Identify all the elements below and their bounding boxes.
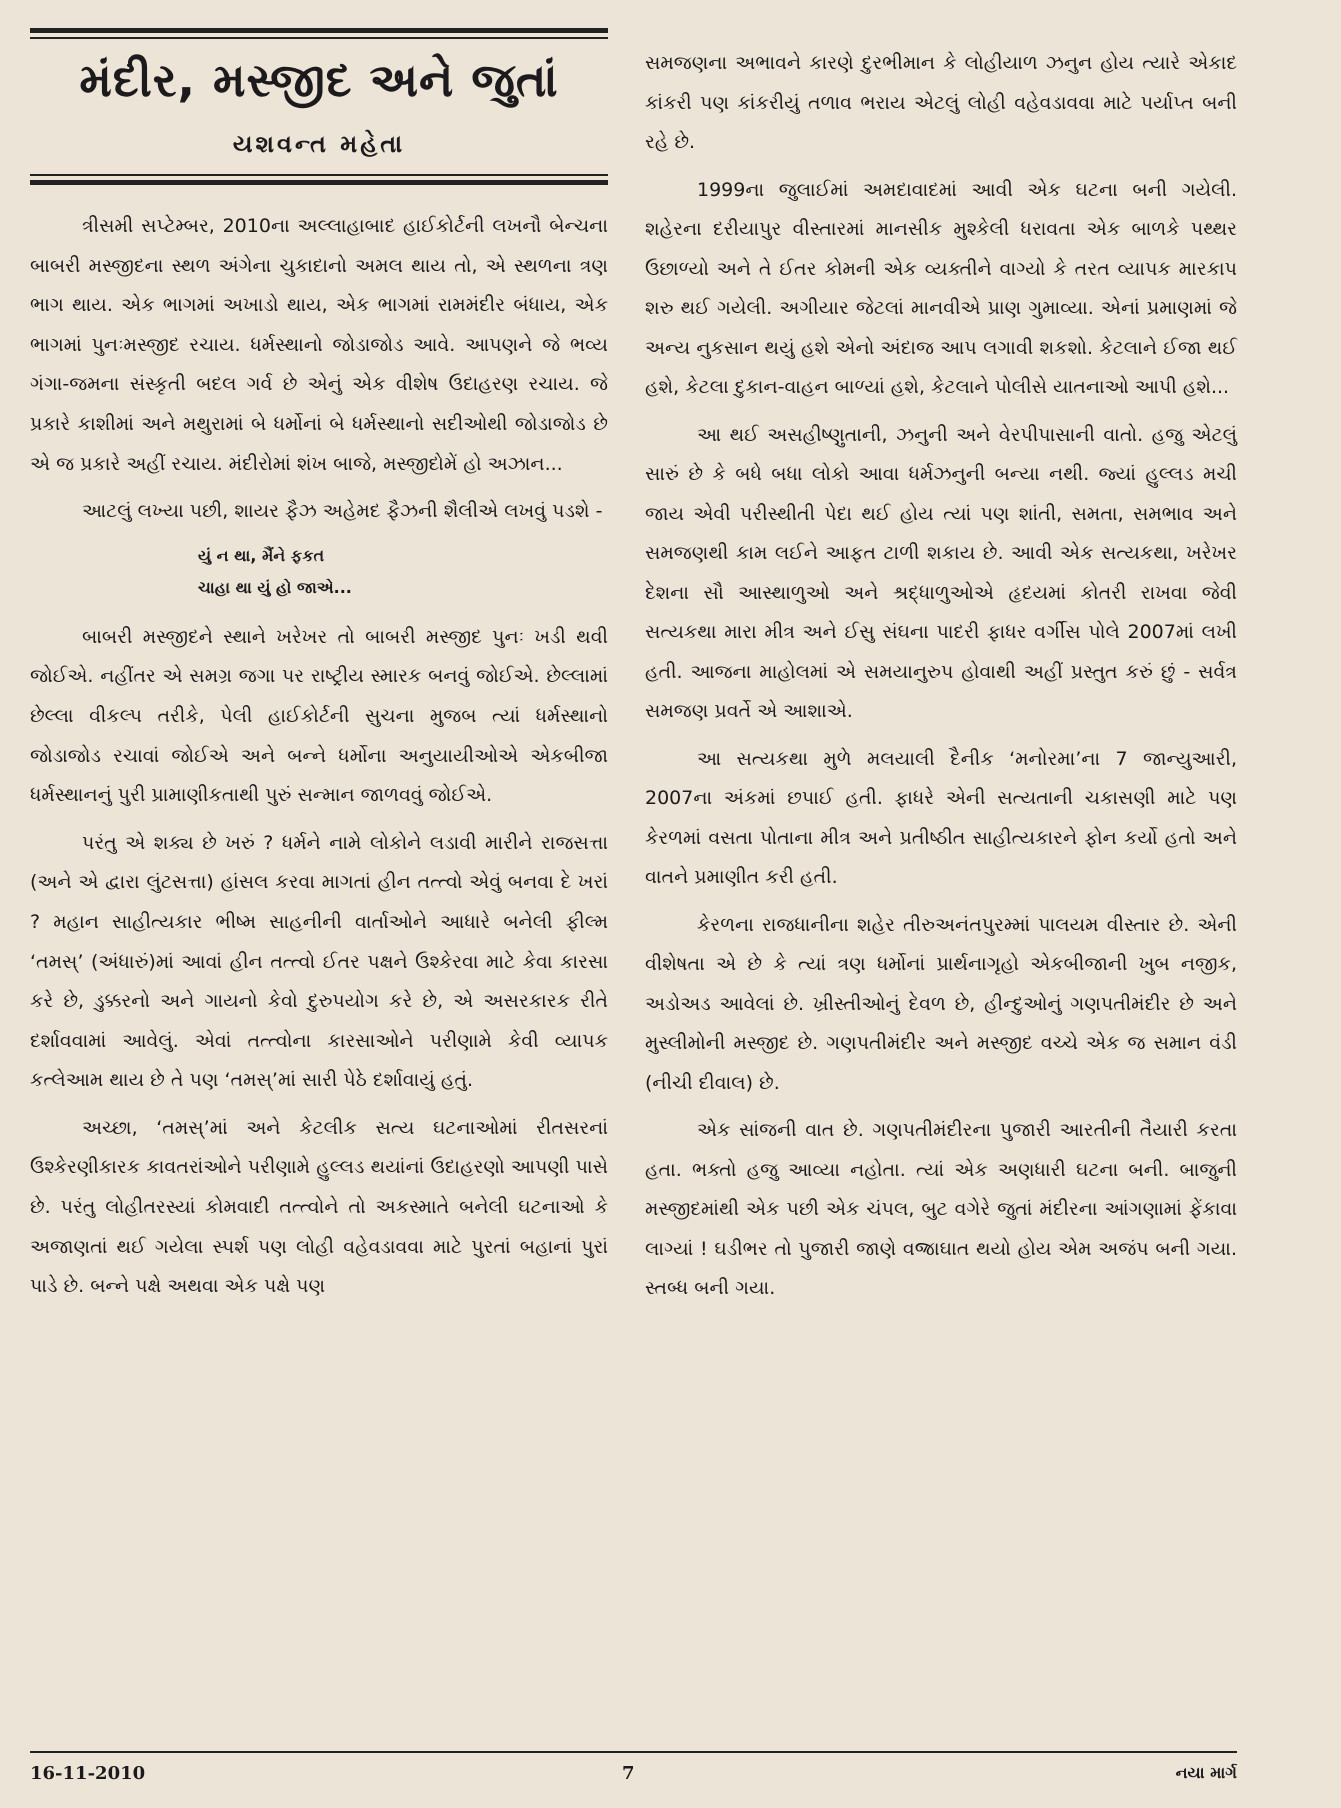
paragraph: આ થઈ અસહીષ્ણુતાની, ઝનુની અને વેરપીપાસાની વાતો. હજુ એટલું સારું છે કે બધે બધા લોકો આવા ધર્મઝનુની બન્યા નથી. જ્યાં હુલ્લડ મચી જાય એવી પરીસ્થીતી પેદા થઈ હોય ત્યાં પણ શાંતી, સમતા, સમભાવ અને સમજણથી કામ લઈને આફત ટાળી શકાય છે. આવી એક સત્યકથા, ખરેખર દેશના સૌ આસ્થાળુઓ અને શ્રદ્ધાળુઓએ હૃદયમાં કોતરી રાખવા જેવી સત્યકથા મારા મીત્ર અને ઈસુ સંઘના પાદરી ફાધર વર્ગીસ પોલે 2007માં લખી હતી. આજના માહોલમાં એ સમયાનુરુપ હોવાથી અહીં પ્રસ્તુત કરું છું - સર્વત્ર સમજણ પ્રવર્તે એ આશાએ.: [645, 423, 1237, 722]
verse-line: ચાહા થા યું હો જાએ...: [198, 577, 352, 597]
paragraph: અચ્છા, ‘તમસ્’માં અને કેટલીક સત્ય ઘટનાઓમાં રીતસરનાં ઉશ્કેરણીકારક કાવતરાંઓને પરીણામે હુલ્લડ થયાંનાં ઉદાહરણો આપણી પાસે છે. પરંતુ લોહીતરસ્યાં કોમવાદી તત્ત્વોને તો અકસ્માતે બનેલી ઘટનાઓ કે અજાણતાં થઈ ગયેલા સ્પર્શ પણ લોહી વહેવડાવવા માટે પુરતાં બહાનાં પુરાં પાડે છે. બન્ને પક્ષે અથવા એક પક્ષે પણ: [30, 1116, 608, 1298]
paragraph: બાબરી મસ્જીદને સ્થાને ખરેખર તો બાબરી મસ્જીદ પુનઃ ખડી થવી જોઈએ. નહીંતર એ સમગ્ર જગા પર રાષ્ટ્રીય સ્મારક બનવું જોઈએ. છેલ્લામાં છેલ્લા વીકલ્પ તરીકે, પેલી હાઈકોર્ટની સુચના મુજબ ત્યાં ધર્મસ્થાનો જોડાજોડ રચાવાં જોઈએ અને બન્ને ધર્મોના અનુયાયીઓએ એકબીજા ધર્મસ્થાનનું પુરી પ્રામાણીકતાથી પુરું સન્માન જાળવવું જોઈએ.: [30, 625, 608, 807]
paragraph: પરંતુ એ શક્ય છે ખરું ? ધર્મને નામે લોકોને લડાવી મારીને રાજસત્તા (અને એ દ્વારા લુંટસત્તા) હાંસલ કરવા માગતાં હીન તત્ત્વો એવું બનવા દે ખરાં ? મહાન સાહીત્યકાર ભીષ્મ સાહનીની વાર્તાઓને આધારે બનેલી ફીલ્મ ‘તમસ્’ (અંધારું)માં આવાં હીન તત્ત્વો ઈતર પક્ષને ઉશ્કેરવા માટે કેવા કારસા કરે છે, ડુક્કરનો અને ગાયનો કેવો દુરુપયોગ કરે છે, એ અસરકારક રીતે દર્શાવવામાં આવેલું. એવાં તત્ત્વોના કારસાઓને પરીણામે કેવી વ્યાપક કત્લેઆમ થાય છે તે પણ ‘તમસ્’માં સારી પેઠે દર્શાવાયું હતું.: [30, 831, 608, 1092]
magazine-name: નયા માર્ગ: [1175, 1763, 1237, 1782]
right-column: [645, 44, 1237, 1317]
header-rule-top-thin: [30, 37, 608, 39]
verse-quote: [30, 540, 608, 604]
footer-rule: [30, 1751, 1237, 1753]
paragraph: આ સત્યકથા મુળે મલયાલી દૈનીક ‘મનોરમા’ના 7 જાન્યુઆરી, 2007ના અંકમાં છપાઈ હતી. ફાધરે એની સત્યતાની ચકાસણી માટે પણ કેરળમાં વસતા પોતાના મીત્ર અને પ્રતીષ્ઠીત સાહીત્યકારને ફોન કર્યો હતો અને વાતને પ્રમાણીત કરી હતી.: [645, 747, 1237, 888]
paragraph: 1999ના જુલાઈમાં અમદાવાદમાં આવી એક ઘટના બની ગયેલી. શહેરના દરીયાપુર વીસ્તારમાં માનસીક મુશ્કેલી ધરાવતા એક બાળકે પથ્થર ઉછાળ્યો અને તે ઈતર કોમની એક વ્યક્તીને વાગ્યો કે તરત વ્યાપક મારકાપ શરુ થઈ ગયેલી. અગીયાર જેટલાં માનવીએ પ્રાણ ગુમાવ્યા. એનાં પ્રમાણમાં જે અન્ય નુકસાન થયું હશે એનો અંદાજ આપ લગાવી શકશો. કેટલાને ઈજા થઈ હશે, કેટલા દુકાન-વાહન બાળ્યાં હશે, કેટલાને પોલીસે યાતનાઓ આપી હશે...: [645, 178, 1237, 398]
paragraph: સમજણના અભાવને કારણે દુરભીમાન કે લોહીયાળ ઝનુન હોય ત્યારે એકાદ કાંકરી પણ કાંકરીયું તળાવ ભરાય એટલું લોહી વહેવડાવવા માટે પર્યાપ્ત બની રહે છે.: [645, 52, 1237, 153]
issue-date: 16-11-2010: [30, 1763, 146, 1784]
header-rule-top: [30, 28, 608, 33]
paragraph: ત્રીસમી સપ્ટેમ્બર, 2010ના અલ્લાહાબાદ હાઈકોર્ટની લખનૌ બેન્ચના બાબરી મસ્જીદના સ્થળ અંગેના ચુકાદાનો અમલ થાય તો, એ સ્થળના ત્રણ ભાગ થાય. એક ભાગમાં અખાડો થાય, એક ભાગમાં રામમંદીર બંધાય, એક ભાગમાં પુનઃમસ્જીદ રચાય. ધર્મસ્થાનો જોડાજોડ આવે. આપણને જે ભવ્ય ગંગા-જમના સંસ્કૃતી બદલ ગર્વ છે એનું એક વીશેષ ઉદાહરણ રચાય. જે પ્રકારે કાશીમાં અને મથુરામાં બે ધર્મોનાં બે ધર્મસ્થાનો સદીઓથી જોડાજોડ છે એ જ પ્રકારે અહીં રચાય. મંદીરોમાં શંખ બાજે, મસ્જીદોમેં હો અઝાન...: [30, 215, 608, 475]
paragraph: એક સાંજની વાત છે. ગણપતીમંદીરના પુજારી આરતીની તૈયારી કરતા હતા. ભક્તો હજુ આવ્યા નહોતા. ત્યાં એક અણધારી ઘટના બની. બાજુની મસ્જીદમાંથી એક પછી એક ચંપલ, બુટ વગેરે જુતાં મંદીરના આંગણામાં ફેંકાવા લાગ્યાં ! ઘડીભર તો પુજારી જાણે વજ્રાઘાત થયો હોય એમ અજંપ બની ગયા. સ્તબ્ધ બની ગયા.: [645, 1119, 1237, 1299]
left-column: [30, 28, 608, 1315]
header-rule-bottom: [30, 180, 608, 185]
verse-line: યું ન થા, મૈંને ફકત: [198, 545, 325, 565]
page-number: 7: [622, 1763, 635, 1784]
paragraph: આટલું લખ્યા પછી, શાયર ફૈઝ અહેમદ ફૈઝની શૈલીએ લખવું પડશે -: [82, 500, 603, 523]
paragraph: કેરળના રાજધાનીના શહેર તીરુઅનંતપુરમ્માં પાલયમ વીસ્તાર છે. એની વીશેષતા એ છે કે ત્યાં ત્રણ ધર્મોનાં પ્રાર્થનાગૃહો એકબીજાની ખુબ નજીક, અડોઅડ આવેલાં છે. ખ્રીસ્તીઓનું દેવળ છે, હીન્દુઓનું ગણપતીમંદીર છે અને મુસ્લીમોની મસ્જીદ છે. ગણપતીમંદીર અને મસ્જીદ વચ્ચે એક જ સમાન વંડી (નીચી દીવાલ) છે.: [645, 913, 1237, 1094]
header-rule-bottom-thin: [30, 174, 608, 176]
page-footer: [30, 1763, 1237, 1793]
article-author: યશવન્ત મહેતા: [232, 129, 406, 158]
article-title: મંદીર, મસ્જીદ અને જુતાં: [79, 53, 559, 107]
